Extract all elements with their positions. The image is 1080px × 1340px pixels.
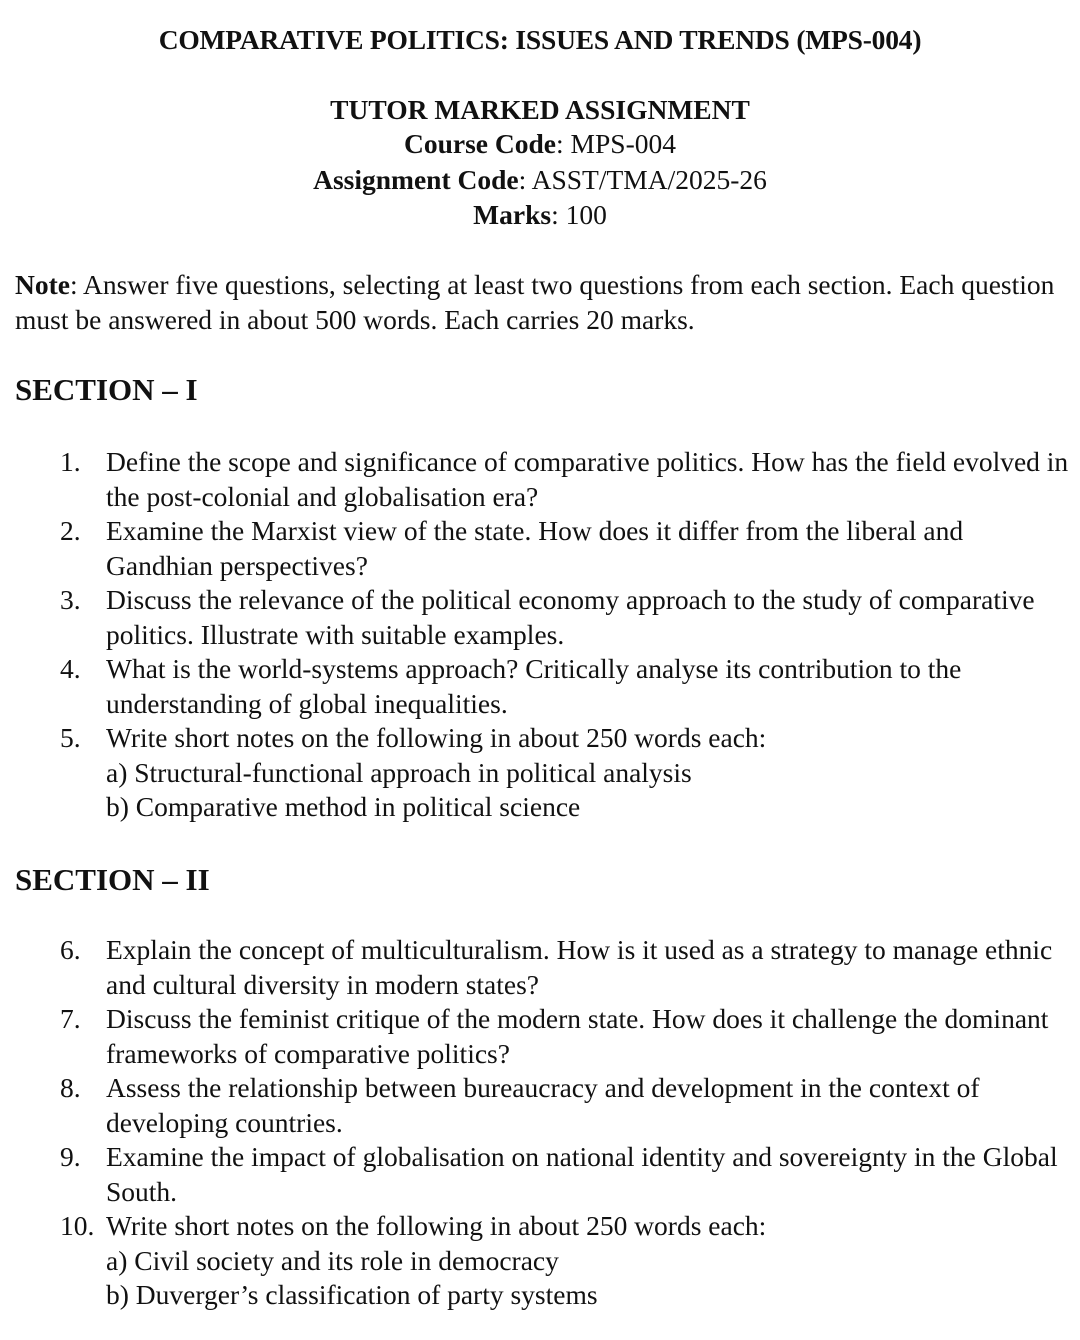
question-item bbox=[0, 583, 1070, 652]
instructions-note bbox=[15, 267, 1055, 337]
section-2-heading: SECTION – II bbox=[15, 862, 210, 897]
note-text: : Answer five questions, selecting at least two questions from each section. Each question must be answered in about 500 words. Each carries 20 marks. bbox=[15, 269, 1055, 335]
question-number: 10. bbox=[60, 1210, 95, 1241]
section-1-questions bbox=[0, 445, 1070, 825]
question-number: 1. bbox=[60, 446, 81, 477]
question-text: Write short notes on the following in about 250 words each: bbox=[106, 722, 767, 753]
sub-question: b) Comparative method in political science bbox=[106, 791, 581, 822]
note-label: Note bbox=[15, 269, 70, 300]
question-number: 6. bbox=[60, 934, 81, 965]
question-item bbox=[0, 721, 1070, 825]
question-text: What is the world-systems approach? Critically analyse its contribution to the understanding of global inequalities. bbox=[106, 653, 962, 719]
question-item bbox=[0, 652, 1070, 721]
marks-label: Marks bbox=[473, 199, 552, 230]
question-number: 8. bbox=[60, 1072, 81, 1103]
question-item bbox=[0, 1209, 1070, 1313]
question-text: Examine the Marxist view of the state. How does it differ from the liberal and Gandhian perspectives? bbox=[106, 515, 964, 581]
question-text: Discuss the relevance of the political economy approach to the study of comparative politics. Illustrate with suitable examples. bbox=[106, 584, 1035, 650]
question-number: 2. bbox=[60, 515, 81, 546]
question-number: 3. bbox=[60, 584, 81, 615]
question-number: 4. bbox=[60, 653, 81, 684]
question-text: Assess the relationship between bureaucracy and development in the context of developing countries. bbox=[106, 1072, 980, 1138]
question-number: 5. bbox=[60, 722, 81, 753]
question-text: Examine the impact of globalisation on national identity and sovereignty in the Global South. bbox=[106, 1141, 1058, 1207]
course-code-line bbox=[0, 128, 1080, 160]
sub-question: a) Civil society and its role in democracy bbox=[106, 1244, 559, 1276]
question-text: Write short notes on the following in about 250 words each: bbox=[106, 1210, 767, 1241]
question-text: Explain the concept of multiculturalism. How is it used as a strategy to manage ethnic and cultural diversity in modern states? bbox=[106, 934, 1053, 1000]
course-code-value: : MPS-004 bbox=[556, 128, 676, 159]
assignment-code-value: : ASST/TMA/2025-26 bbox=[518, 164, 767, 195]
question-item bbox=[0, 1002, 1070, 1071]
course-code-label: Course Code bbox=[404, 128, 557, 159]
assignment-code-label: Assignment Code bbox=[313, 164, 519, 195]
sub-question: b) Duverger’s classification of party systems bbox=[106, 1279, 598, 1310]
document-title: COMPARATIVE POLITICS: ISSUES AND TRENDS (MPS-004) bbox=[158, 24, 922, 55]
question-item bbox=[0, 514, 1070, 583]
question-number: 9. bbox=[60, 1141, 81, 1172]
question-item bbox=[0, 445, 1070, 514]
assignment-code-line bbox=[0, 164, 1080, 196]
sub-question: a) Structural-functional approach in political analysis bbox=[106, 756, 692, 788]
marks-line bbox=[0, 199, 1080, 231]
question-text: Define the scope and significance of comparative politics. How has the field evolved in the post-colonial and globalisation era? bbox=[106, 446, 1069, 512]
question-text: Discuss the feminist critique of the modern state. How does it challenge the dominant frameworks of comparative politics? bbox=[106, 1003, 1049, 1069]
question-item bbox=[0, 1071, 1070, 1140]
question-number: 7. bbox=[60, 1003, 81, 1034]
question-item bbox=[0, 933, 1070, 1002]
section-1-heading: SECTION – I bbox=[15, 372, 198, 407]
marks-value: : 100 bbox=[551, 199, 607, 230]
question-item bbox=[0, 1140, 1070, 1209]
assignment-heading: TUTOR MARKED ASSIGNMENT bbox=[330, 94, 750, 125]
section-2-questions bbox=[0, 933, 1070, 1313]
